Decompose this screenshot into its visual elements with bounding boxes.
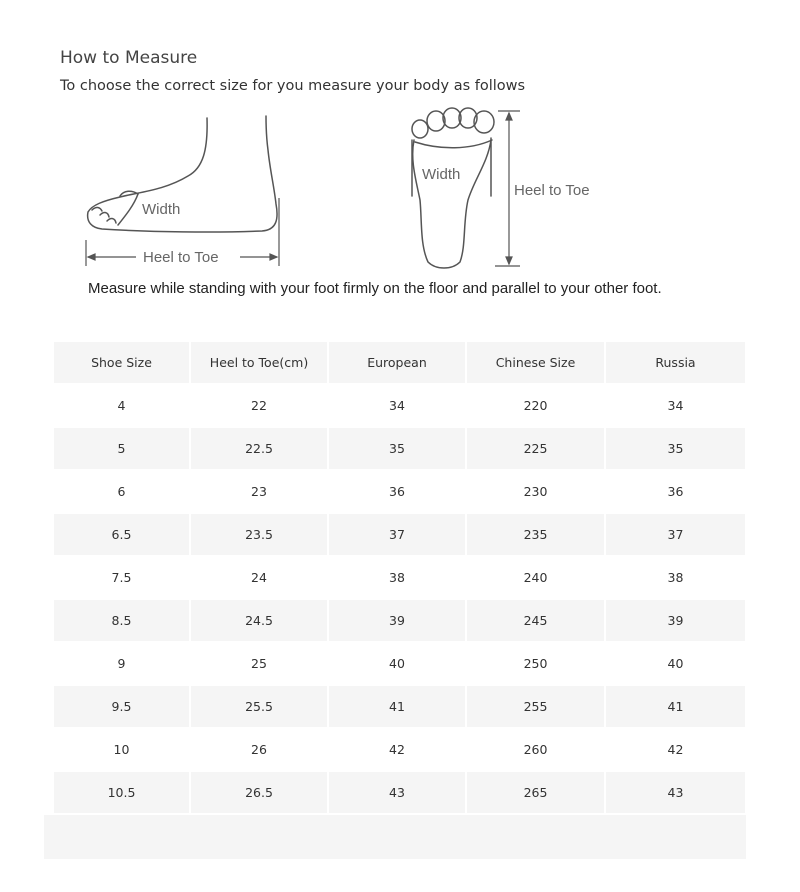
- page-subtitle: To choose the correct size for you measure your body as follows: [60, 78, 526, 94]
- cell-chinese-size: 220: [467, 385, 606, 428]
- table-row: [54, 686, 745, 729]
- header-shoe-size: Shoe Size: [54, 342, 191, 385]
- table-row: [54, 514, 745, 557]
- cell-shoe-size: 4: [54, 385, 191, 428]
- cell-chinese-size: 235: [467, 514, 606, 557]
- table-row: [54, 471, 745, 514]
- cell-european: 35: [329, 428, 467, 471]
- cell-russia: 41: [606, 686, 745, 729]
- table-header-row: [54, 342, 745, 385]
- cell-russia: 40: [606, 643, 745, 686]
- cell-heel-to-toe: 23.5: [191, 514, 329, 557]
- cell-shoe-size: 7.5: [54, 557, 191, 600]
- cell-russia: 42: [606, 729, 745, 772]
- cell-shoe-size: 8.5: [54, 600, 191, 643]
- cell-chinese-size: 260: [467, 729, 606, 772]
- cell-chinese-size: 255: [467, 686, 606, 729]
- cell-european: 37: [329, 514, 467, 557]
- foot-measure-illustration: [0, 0, 800, 320]
- cell-heel-to-toe: 26: [191, 729, 329, 772]
- header-heel-to-toe: Heel to Toe(cm): [191, 342, 329, 385]
- top-view-foot: [412, 108, 494, 268]
- cell-shoe-size: 10: [54, 729, 191, 772]
- cell-shoe-size: 6: [54, 471, 191, 514]
- table-row: [54, 772, 745, 815]
- cell-russia: 38: [606, 557, 745, 600]
- cell-heel-to-toe: 23: [191, 471, 329, 514]
- page-title: How to Measure: [60, 48, 198, 68]
- cell-chinese-size: 250: [467, 643, 606, 686]
- footer-band: [44, 815, 746, 859]
- cell-shoe-size: 6.5: [54, 514, 191, 557]
- cell-shoe-size: 9: [54, 643, 191, 686]
- table-row: [54, 600, 745, 643]
- cell-heel-to-toe: 24: [191, 557, 329, 600]
- side-view-foot: [88, 116, 277, 232]
- cell-european: 40: [329, 643, 467, 686]
- table-row: [54, 428, 745, 471]
- cell-european: 41: [329, 686, 467, 729]
- cell-european: 36: [329, 471, 467, 514]
- table-row: [54, 643, 745, 686]
- cell-heel-to-toe: 26.5: [191, 772, 329, 815]
- cell-european: 42: [329, 729, 467, 772]
- cell-russia: 43: [606, 772, 745, 815]
- cell-chinese-size: 230: [467, 471, 606, 514]
- cell-russia: 34: [606, 385, 745, 428]
- top-length-label: Heel to Toe: [514, 182, 590, 199]
- cell-european: 39: [329, 600, 467, 643]
- cell-russia: 35: [606, 428, 745, 471]
- side-width-label: Width: [142, 201, 181, 218]
- top-width-label: Width: [422, 166, 461, 183]
- cell-chinese-size: 245: [467, 600, 606, 643]
- cell-european: 34: [329, 385, 467, 428]
- cell-chinese-size: 240: [467, 557, 606, 600]
- cell-shoe-size: 5: [54, 428, 191, 471]
- cell-shoe-size: 10.5: [54, 772, 191, 815]
- cell-russia: 37: [606, 514, 745, 557]
- table-row: [54, 557, 745, 600]
- cell-european: 38: [329, 557, 467, 600]
- cell-european: 43: [329, 772, 467, 815]
- header-russia: Russia: [606, 342, 745, 385]
- cell-heel-to-toe: 22: [191, 385, 329, 428]
- table-row: [54, 385, 745, 428]
- cell-heel-to-toe: 24.5: [191, 600, 329, 643]
- table-row: [54, 729, 745, 772]
- cell-heel-to-toe: 25: [191, 643, 329, 686]
- cell-chinese-size: 225: [467, 428, 606, 471]
- header-european: European: [329, 342, 467, 385]
- cell-russia: 39: [606, 600, 745, 643]
- cell-shoe-size: 9.5: [54, 686, 191, 729]
- measure-note: Measure while standing with your foot firmly on the floor and parallel to your other foot.: [88, 280, 662, 297]
- header-chinese-size: Chinese Size: [467, 342, 606, 385]
- cell-chinese-size: 265: [467, 772, 606, 815]
- size-chart-table: [54, 342, 745, 815]
- cell-heel-to-toe: 22.5: [191, 428, 329, 471]
- cell-russia: 36: [606, 471, 745, 514]
- cell-heel-to-toe: 25.5: [191, 686, 329, 729]
- side-length-label: Heel to Toe: [143, 249, 219, 266]
